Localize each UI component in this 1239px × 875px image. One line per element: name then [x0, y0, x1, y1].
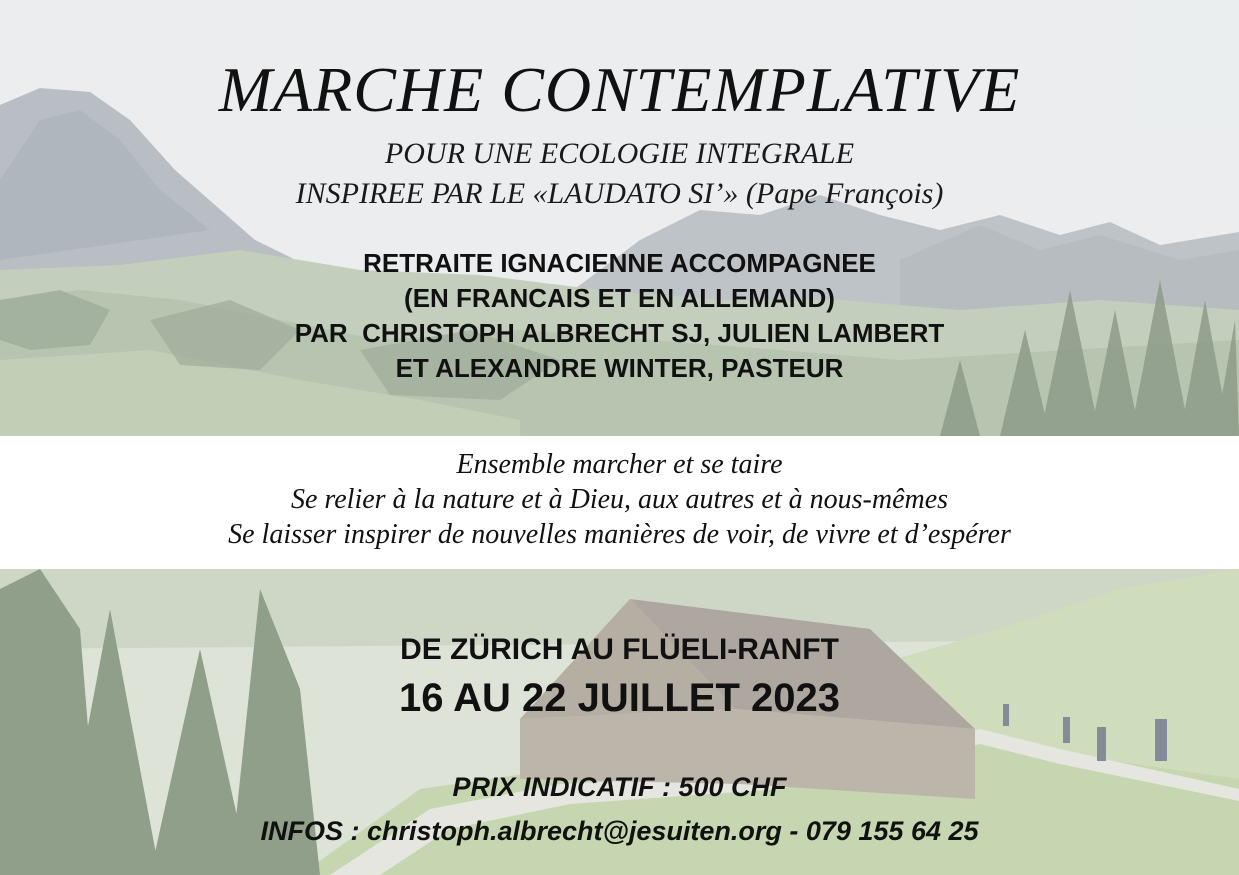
- subtitle-line-2: INSPIREE PAR LE «LAUDATO SI’» (Pape François): [295, 177, 944, 210]
- retreat-line-4: ET ALEXANDRE WINTER, PASTEUR: [395, 353, 844, 383]
- dates-text: 16 AU 22 JUILLET 2023: [399, 676, 840, 720]
- band-line-2: Se relier à la nature et à Dieu, aux autres et à nous-mêmes: [290, 484, 949, 515]
- contact-info-text: INFOS : christoph.albrecht@jesuiten.org - 079 155 64 25: [260, 816, 979, 846]
- retreat-block: [0, 246, 1239, 386]
- retreat-line-3: PAR CHRISTOPH ALBRECHT SJ, JULIEN LAMBERT: [294, 318, 945, 348]
- poster-title: MARCHE CONTEMPLATIVE: [218, 54, 1021, 125]
- band-text: [0, 447, 1239, 552]
- price-text: PRIX INDICATIF : 500 CHF: [452, 772, 787, 802]
- retreat-line-2: (EN FRANCAIS ET EN ALLEMAND): [404, 283, 835, 313]
- route-text: DE ZÜRICH AU FLÜELI-RANFT: [400, 633, 839, 666]
- subtitle-line-1: POUR UNE ECOLOGIE INTEGRALE: [384, 137, 855, 170]
- retreat-line-1: RETRAITE IGNACIENNE ACCOMPAGNEE: [363, 248, 876, 278]
- band-line-1: Ensemble marcher et se taire: [456, 449, 783, 480]
- band-line-3: Se laisser inspirer de nouvelles manières de voir, de vivre et d’espérer: [228, 519, 1011, 550]
